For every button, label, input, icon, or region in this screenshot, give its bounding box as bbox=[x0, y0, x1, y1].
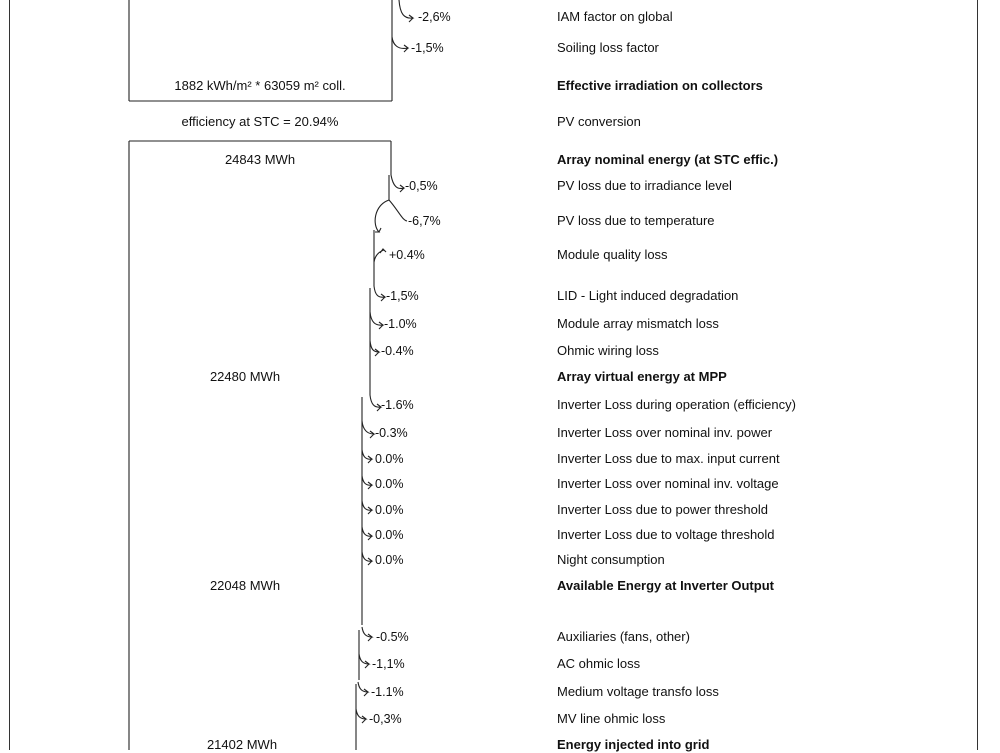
loss-value: 0.0% bbox=[375, 477, 404, 491]
loss-arrow bbox=[362, 476, 372, 489]
loss-label: Night consumption bbox=[557, 552, 665, 567]
loss-arrow bbox=[356, 709, 366, 723]
loss-value: 0.0% bbox=[375, 528, 404, 542]
loss-value: -2,6% bbox=[418, 10, 451, 24]
stage-label: Array nominal energy (at STC effic.) bbox=[557, 152, 779, 167]
loss-value: -0,5% bbox=[405, 179, 438, 193]
loss-arrow bbox=[370, 312, 383, 329]
loss-arrow bbox=[399, 0, 413, 22]
loss-value: 0.0% bbox=[375, 503, 404, 517]
loss-label: Inverter Loss over nominal inv. voltage bbox=[557, 476, 779, 491]
loss-arrow bbox=[362, 552, 372, 565]
loss-value: -0,3% bbox=[369, 712, 402, 726]
loss-label: Module array mismatch loss bbox=[557, 316, 719, 331]
loss-label: LID - Light induced degradation bbox=[557, 288, 739, 303]
stage-label: Effective irradiation on collectors bbox=[557, 78, 763, 93]
loss-label: PV loss due to irradiance level bbox=[557, 178, 732, 193]
loss-value: 0.0% bbox=[375, 452, 404, 466]
loss-arrow bbox=[392, 37, 408, 52]
loss-label: Inverter Loss due to power threshold bbox=[557, 502, 769, 517]
loss-label: Auxiliaries (fans, other) bbox=[557, 629, 690, 644]
loss-value: -6,7% bbox=[408, 214, 441, 228]
stage-value: 22480 MWh bbox=[209, 369, 281, 384]
stage-value: 24843 MWh bbox=[224, 152, 296, 167]
stage-value: 22048 MWh bbox=[209, 578, 281, 593]
stage-label: Available Energy at Inverter Output bbox=[557, 578, 774, 593]
loss-value: -1,5% bbox=[411, 41, 444, 55]
loss-label: Soiling loss factor bbox=[557, 40, 659, 55]
loss-value: 0.0% bbox=[375, 553, 404, 567]
loss-value: -0.5% bbox=[376, 630, 409, 644]
loss-label: AC ohmic loss bbox=[557, 656, 641, 671]
loss-value: -1.6% bbox=[381, 398, 414, 412]
loss-label: Medium voltage transfo loss bbox=[557, 684, 719, 699]
loss-label: Module quality loss bbox=[557, 247, 668, 262]
loss-label: Inverter Loss due to voltage threshold bbox=[557, 527, 775, 542]
loss-arrow bbox=[362, 450, 372, 463]
stage-label: Energy injected into grid bbox=[557, 737, 710, 752]
loss-arrow bbox=[374, 286, 385, 301]
loss-arrow bbox=[391, 175, 404, 192]
loss-arrow bbox=[370, 341, 379, 356]
stage-value: efficiency at STC = 20.94% bbox=[181, 114, 339, 129]
loss-value: -1,5% bbox=[386, 289, 419, 303]
loss-arrow bbox=[362, 627, 372, 641]
loss-label: Inverter Loss due to max. input current bbox=[557, 451, 780, 466]
loss-value: -1.0% bbox=[384, 317, 417, 331]
loss-arrow bbox=[370, 395, 381, 411]
stage-label: PV conversion bbox=[557, 114, 641, 129]
stage-value: 1882 kWh/m² * 63059 m² coll. bbox=[174, 78, 346, 93]
loss-arrow bbox=[362, 421, 374, 438]
stage-label: Array virtual energy at MPP bbox=[557, 369, 727, 384]
loss-arrow bbox=[362, 501, 372, 514]
loss-label: Inverter Loss over nominal inv. power bbox=[557, 425, 773, 440]
loss-label: Ohmic wiring loss bbox=[557, 343, 659, 358]
loss-value: +0.4% bbox=[389, 248, 425, 262]
loss-label: Inverter Loss during operation (efficiency) bbox=[557, 397, 796, 412]
loss-arrow bbox=[375, 200, 389, 232]
loss-value: -0.3% bbox=[375, 426, 408, 440]
loss-arrow bbox=[374, 249, 386, 262]
loss-arrow bbox=[359, 654, 369, 668]
loss-arrow bbox=[362, 527, 372, 540]
loss-value: -0.4% bbox=[381, 344, 414, 358]
loss-label: IAM factor on global bbox=[557, 9, 673, 24]
loss-label: MV line ohmic loss bbox=[557, 711, 666, 726]
stage-value: 21402 MWh bbox=[206, 737, 278, 752]
loss-arrow bbox=[358, 682, 368, 696]
loss-arrow bbox=[389, 200, 407, 221]
loss-value: -1.1% bbox=[371, 685, 404, 699]
loss-label: PV loss due to temperature bbox=[557, 213, 715, 228]
loss-value: -1,1% bbox=[372, 657, 405, 671]
